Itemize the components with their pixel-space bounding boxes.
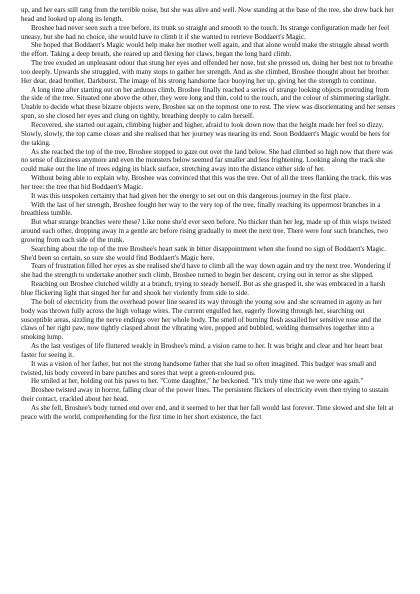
paragraph-3: She hoped that Boddaert's Magic would help make her mother well again, and that alone would make the struggle ahead worth the effort. Taking a deep breath, she reared up and flexing her claws, began the long hard climb. bbox=[21, 41, 389, 59]
paragraph-8: Without being able to explain why, Broshee was convinced that this was the tree. Out of all the trees flanking the track, this was her tree: the tree that hid Boddaert's Magic. bbox=[21, 174, 392, 191]
paragraph-11: But what strange branches were these? Like none she'd ever seen before. No thicker than her leg, made up of thin wisps twisted around each other, dropping away in a gentle arc before rising gradually to meet the next tree. There were four such branches, two growing from each side of the trunk. bbox=[21, 218, 391, 244]
paragraph-20: As she fell, Broshee's body turned end over end, and it seemed to her that her fall would last forever. Time slowed and she felt at peace with the world, comprehending for the first time in her short existence, the fact bbox=[21, 403, 394, 421]
paragraph-17: It was a vision of her father, but not the strong handsome father that she had so often imagined. This badger was small and twisted, his body covered in bare patches and sores that wept a green-coloured pus. bbox=[21, 359, 376, 377]
paragraph-2: Broshee had never seen such a tree before, its trunk so straight and smooth to the touch. Its strange configuration made her feel uneasy, but she had no choice, she would have to climb it if she wanted to retrieve Boddaert's Magic. bbox=[21, 23, 390, 41]
paragraph-13: Tears of frustration filled her eyes as she realised she'd have to climb all the way down again and try the next tree. Wondering if she had the strength to undertake another such climb, Broshee turned to begin her descent, crying out in terror as she slipped. bbox=[21, 262, 391, 280]
paragraph-9: It was this unspoken certainty that had given her the energy to set out on this dangerous journey in the first place. bbox=[31, 191, 351, 200]
paragraph-6: Recovered, she started out again, climbing higher and higher, afraid to look down now that the height made her feel so dizzy. Slowly, slowly, the top came closer and she realised that her journey was nearing its end. Soon Boddaert's Magic would be hers for the taking. bbox=[21, 120, 391, 147]
paragraph-16: As the last vestiges of life fluttered weakly in Broshee's mind, a vision came to her. It was bright and clear and her heart beat faster for seeing it. bbox=[21, 342, 383, 359]
paragraph-4: The tree exuded an unpleasant odour that stung her eyes and offended her nose, but she pressed on, doing her best not to breathe too deeply. Upwards she struggled, with many stops to gather her strength. And as she climbed, Broshee thought about her brother. Her dear, dead brother, Darkburst. The image of his strong handsome face buoying her up, giving her the strength to continue. bbox=[21, 59, 393, 85]
paragraph-14: Reaching out Broshee clutched wildly at a branch, trying to steady herself. But as she grasped it, she was embraced in a harsh blue flickering light that singed her fur and shook her violently from side to side. bbox=[21, 280, 386, 297]
paragraph-19: Broshee twisted away in horror, falling clear of the power lines. The persistent flickers of electricity even then trying to sustain their contact, crackled about her head. bbox=[21, 386, 389, 404]
paragraph-18: He smiled at her, holding out his paws to her. "Come daughter," he beckoned. "It's truly time that we were one again." bbox=[31, 377, 364, 386]
paragraph-5: A long time after starting out on her arduous climb, Broshee finally reached a series of strange looking objects protruding from the side of the tree. Situated one above the other, they were long and thin, cold to the touch, and the colour of shimmering starlight. Unable to decide what these bizarre objects were, Broshee sat on the topmost one to rest. The view was disorientating and her senses spun, so she closed her eyes and clung on tightly, breathing deeply to calm herself. bbox=[21, 85, 396, 121]
paragraph-15: The bolt of electricity from the overhead power line seared its way through the young sow and she screamed in agony as her body was thrown fully across the high voltage wires. The current engulfed her, eagerly flowing through her, searching out susceptible areas, sizzling the nerve endings over her whole body. The smell of burning flesh assailed her sensitive nose and the claws of her right paw, now tightly clasped about the vibrating wire, popped and bubbled, welding themselves together into a smoking lump. bbox=[21, 297, 382, 342]
paragraph-10: With the last of her strength, Broshee fought her way to the very top of the tree, finally reaching its uppermost branches in a breathless tumble. bbox=[21, 200, 381, 218]
story-text bbox=[21, 6, 397, 422]
paragraph-7: As she reached the top of the tree, Broshee stopped to gaze out over the land below. She had climbed so high now that there was no sense of dizziness anymore and even the monsters below seemed far smaller and less frightening. Looking along the track she could make out the line of trees edging its black surface, stretching away into the distance either side of her. bbox=[21, 147, 393, 174]
paragraph-1: up, and her ears still rang from the terrible noise, but she was alive and well. Now standing at the base of the tree, she drew back her head and looked up along its length. bbox=[21, 6, 394, 23]
paragraph-12: Searching about the top of the tree Broshee's heart sank in bitter disappointment when she found no sign of Boddaert's Magic. She'd been so certain, so sure she would find Boddaert's Magic here. bbox=[21, 244, 386, 262]
